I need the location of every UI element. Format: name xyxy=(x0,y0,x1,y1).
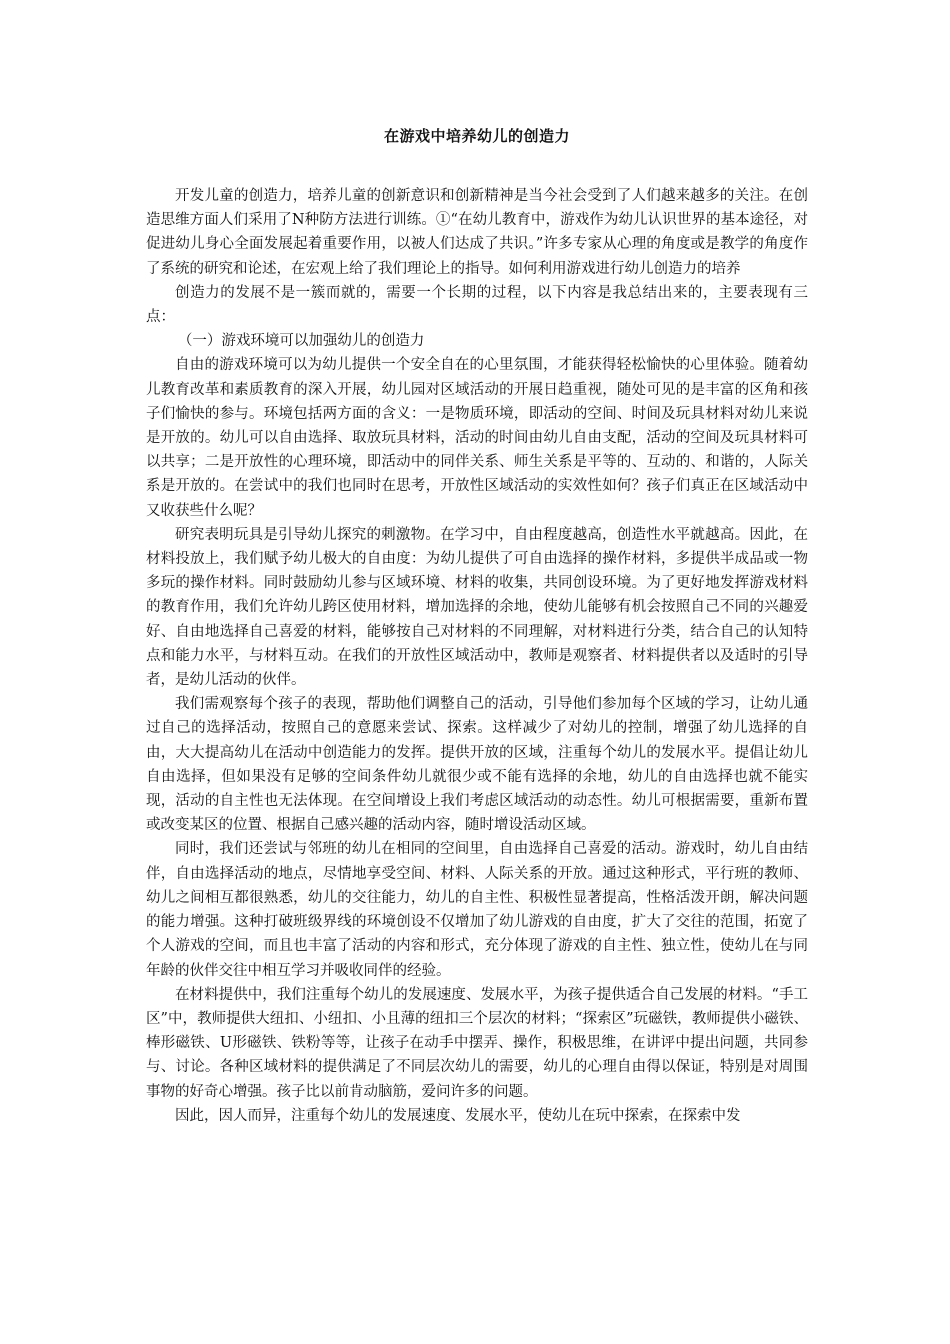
summary-paragraph: 创造力的发展不是一簇而就的，需要一个长期的过程，以下内容是我总结出来的，主要表现有三点： xyxy=(146,284,808,326)
document-title: 在游戏中培养幼儿的创造力 xyxy=(383,127,570,145)
body-paragraph: 在材料提供中，我们注重每个幼儿的发展速度、发展水平，为孩子提供适合自己发展的材料。“手工区”中，教师提供大纽扣、小纽扣、小且薄的纽扣三个层次的材料；“探索区”玩磁铁，教师提供小磁铁、棒形磁铁、U形磁铁、铁粉等等，让孩子在动手中摆弄、操作，积极思维，在讲评中提出问题，共同参与、讨论。各种区域材料的提供满足了不同层次幼儿的需要，幼儿的心理自由得以保证，特别是对周围事物的好奇心增强。孩子比以前肯动脑筋，爱问许多的问题。 xyxy=(146,986,808,1100)
body-paragraph: 因此，因人而异，注重每个幼儿的发展速度、发展水平，使幼儿在玩中探索，在探索中发 xyxy=(175,1107,741,1124)
body-paragraph: 同时，我们还尝试与邻班的幼儿在相同的空间里，自由选择自己喜爱的活动。游戏时，幼儿自由结伴，自由选择活动的地点，尽情地享受空间、材料、人际关系的开放。通过这种形式，平行班的教师、幼儿之间相互都很熟悉，幼儿的交往能力，幼儿的自主性、积极性显著提高，性格活泼开朗，解决问题的能力增强。这种打破班级界线的环境创设不仅增加了幼儿游戏的自由度，扩大了交往的范围，拓宽了个人游戏的空间，而且也丰富了活动的内容和形式，充分体现了游戏的自主性、独立性，使幼儿在与同年龄的伙伴交往中相互学习并吸收同伴的经验。 xyxy=(146,841,808,979)
body-paragraph: 自由的游戏环境可以为幼儿提供一个安全自在的心里氛围，才能获得轻松愉快的心里体验。随着幼儿教育改革和素质教育的深入开展，幼儿园对区域活动的开展日趋重视，随处可见的是丰富的区角和孩子们愉快的参与。环境包括两方面的含义：一是物质环境，即活动的空间、时间及玩具材料对幼儿来说是开放的。幼儿可以自由选择、取放玩具材料，活动的时间由幼儿自由支配，活动的空间及玩具材料可以共享；二是开放性的心理环境，即活动中的同伴关系、师生关系是平等的、互动的、和谐的，人际关系是开放的。在尝试中的我们也同时在思考，开放性区域活动的实效性如何？孩子们真正在区域活动中又收获些什么呢？ xyxy=(146,357,808,519)
body-paragraph: 我们需观察每个孩子的表现，帮助他们调整自己的活动，引导他们参加每个区域的学习，让幼儿通过自己的选择活动，按照自己的意愿来尝试、探索。这样减少了对幼儿的控制，增强了幼儿选择的自由，大大提高幼儿在活动中创造能力的发挥。提供开放的区域，注重每个幼儿的发展水平。提倡让幼儿自由选择，但如果没有足够的空间条件幼儿就很少或不能有选择的余地，幼儿的自由选择也就不能实现，活动的自主性也无法体现。在空间增设上我们考虑区域活动的动态性。幼儿可根据需要，重新布置或改变某区的位置、根据自己感兴趣的活动内容，随时增设活动区域。 xyxy=(146,696,808,834)
body-paragraph: 研究表明玩具是引导幼儿探究的刺激物。在学习中，自由程度越高，创造性水平就越高。因此，在材料投放上，我们赋予幼儿极大的自由度：为幼儿提供了可自由选择的操作材料，多提供半成品或一物多玩的操作材料。同时鼓励幼儿参与区域环境、材料的收集，共同创设环境。为了更好地发挥游戏材料的教育作用，我们允许幼儿跨区使用材料，增加选择的余地，使幼儿能够有机会按照自己不同的兴趣爱好、自由地选择自己喜爱的材料，能够按自己对材料的不同理解，对材料进行分类，结合自己的认知特点和能力水平，与材料互动。在我们的开放性区域活动中，教师是观察者、材料提供者以及适时的引导者，是幼儿活动的伙伴。 xyxy=(146,526,808,689)
intro-paragraph: 开发儿童的创造力，培养儿童的创新意识和创新精神是当今社会受到了人们越来越多的关注。在创造思维方面人们采用了N种防方法进行训练。①“在幼儿教育中，游戏作为幼儿认识世界的基本途径，对促进幼儿身心全面发展起着重要作用，以被人们达成了共识。”许多专家从心理的角度或是教学的角度作了系统的研究和论述，在宏观上给了我们理论上的指导。如何利用游戏进行幼儿创造力的培养 xyxy=(146,188,808,277)
section-heading: （一）游戏环境可以加强幼儿的创造力 xyxy=(177,333,425,350)
document-page xyxy=(146,124,808,1128)
